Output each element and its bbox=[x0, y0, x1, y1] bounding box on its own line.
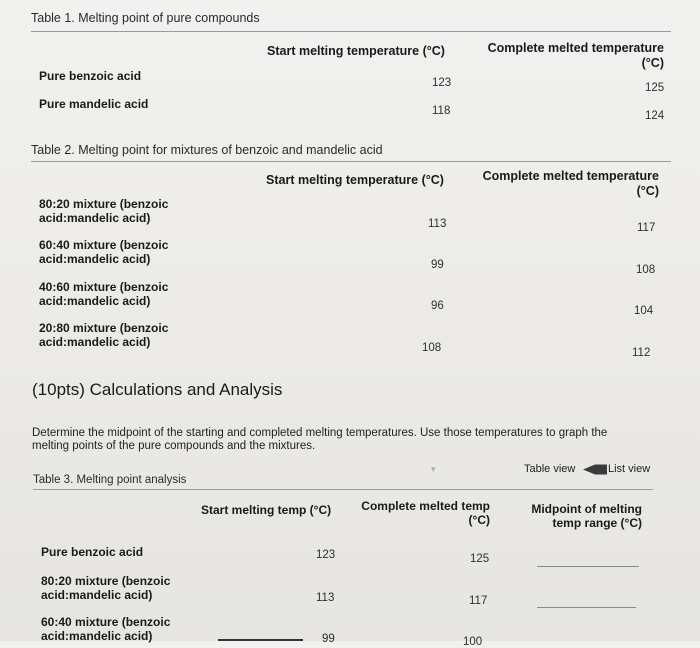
list-view-option[interactable]: List view bbox=[608, 463, 651, 475]
table1-row-label: Pure benzoic acid bbox=[39, 69, 142, 83]
table2-row-label: 60:40 mixture (benzoic acid:mandelic acid) bbox=[39, 238, 169, 266]
table3-row-label: Pure benzoic acid bbox=[41, 545, 144, 559]
table3-cell-start: 113 bbox=[316, 592, 335, 604]
table3-row-label: 80:20 mixture (benzoic acid:mandelic acid) bbox=[41, 574, 171, 602]
midpoint-answer-input[interactable] bbox=[537, 566, 639, 567]
toggle-switch[interactable] bbox=[581, 463, 609, 476]
table3-cell-start: 123 bbox=[316, 549, 336, 561]
table3-header-start: Start melting temp (°C) bbox=[201, 503, 332, 517]
table3-cell-complete: 125 bbox=[470, 553, 490, 565]
view-toggle[interactable] bbox=[524, 462, 654, 478]
table2-cell-complete: 112 bbox=[632, 347, 651, 359]
table2-cell-complete: 108 bbox=[636, 264, 656, 276]
table2-cell-start: 96 bbox=[431, 300, 444, 312]
table2-caption: Table 2. Melting point for mixtures of benzoic and mandelic acid bbox=[31, 143, 383, 157]
table3-header-complete: Complete melted temp (°C) bbox=[361, 499, 490, 527]
table-view-option[interactable]: Table view bbox=[524, 463, 576, 475]
table2-cell-complete: 117 bbox=[637, 222, 656, 234]
table1-cell-complete: 124 bbox=[645, 110, 665, 122]
table3-header-midpoint: Midpoint of melting temp range (°C) bbox=[531, 502, 642, 530]
table2-top-rule bbox=[31, 161, 671, 162]
midpoint-answer-input[interactable] bbox=[537, 607, 636, 608]
table1-cell-start: 118 bbox=[432, 105, 451, 117]
table2-cell-start: 108 bbox=[422, 342, 442, 354]
table1-header-complete: Complete melted temperature (°C) bbox=[487, 41, 664, 70]
table2-row-label: 40:60 mixture (benzoic acid:mandelic acid) bbox=[39, 280, 169, 308]
table1-top-rule bbox=[31, 31, 671, 32]
table3-caption: Table 3. Melting point analysis bbox=[33, 474, 187, 486]
chevron-down-icon: ▾ bbox=[431, 464, 436, 474]
analysis-instructions: Determine the midpoint of the starting and completed melting temperatures. Use those temperatures to graph the melting points of the pure compounds and the mixtures. bbox=[32, 427, 608, 452]
table3-cell-start: 99 bbox=[322, 633, 335, 645]
table1-caption: Table 1. Melting point of pure compounds bbox=[31, 11, 260, 25]
table2-cell-complete: 104 bbox=[634, 305, 654, 317]
analysis-title: (10pts) Calculations and Analysis bbox=[32, 380, 283, 399]
table3-row-label: 60:40 mixture (benzoic acid:mandelic acid) bbox=[41, 615, 171, 643]
table2-header-start: Start melting temperature (°C) bbox=[266, 173, 444, 187]
table3-cell-complete: 117 bbox=[469, 595, 488, 607]
table2-cell-start: 99 bbox=[431, 259, 444, 271]
table2-row-label: 20:80 mixture (benzoic acid:mandelic acid) bbox=[39, 321, 169, 349]
table3-cell-complete: 100 bbox=[463, 636, 483, 648]
table1-row-label: Pure mandelic acid bbox=[39, 97, 149, 111]
table2-cell-start: 113 bbox=[428, 218, 447, 230]
table3-top-rule bbox=[33, 489, 653, 490]
table1-cell-complete: 125 bbox=[645, 82, 665, 94]
table1-header-start: Start melting temperature (°C) bbox=[267, 44, 445, 58]
table2-row-label: 80:20 mixture (benzoic acid:mandelic acid) bbox=[39, 197, 169, 225]
table2-header-complete: Complete melted temperature (°C) bbox=[482, 169, 659, 198]
table1-cell-start: 123 bbox=[432, 77, 452, 89]
